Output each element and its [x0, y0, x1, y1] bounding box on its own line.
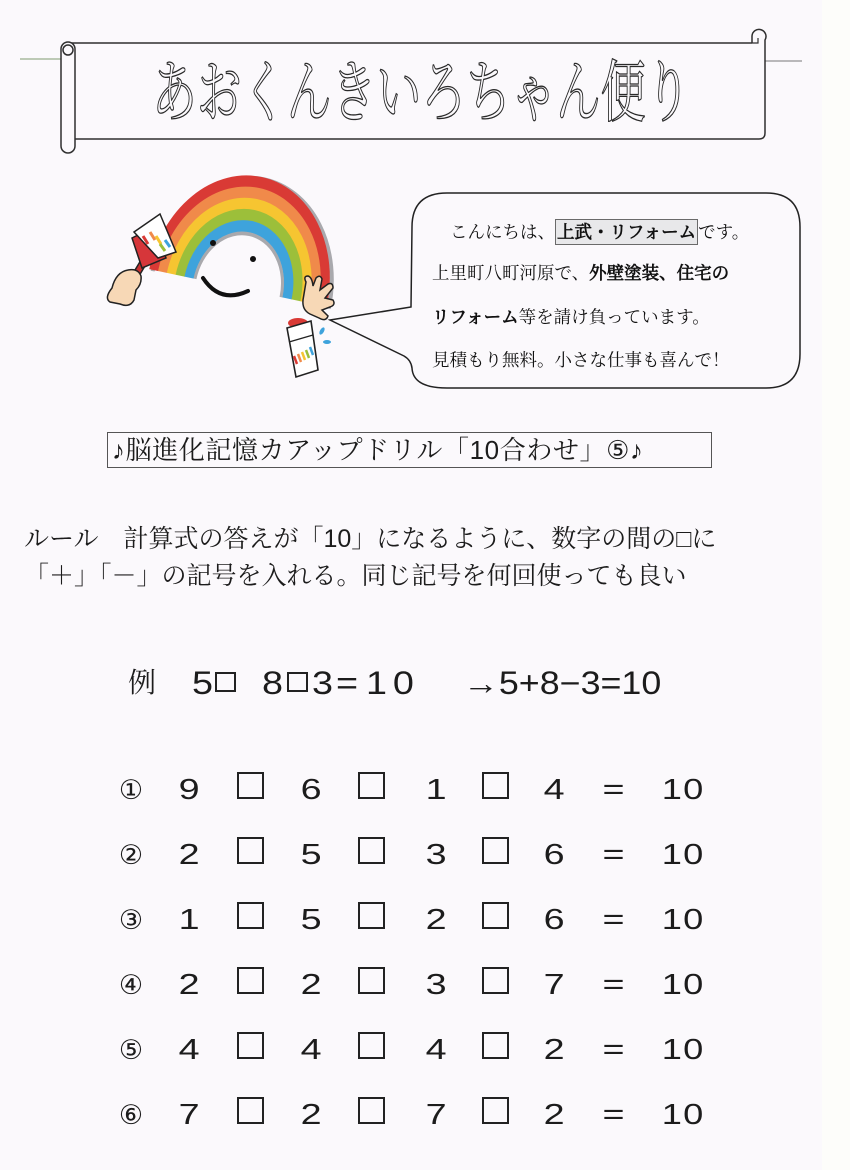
problem-row-5 — [0, 1036, 850, 1065]
target-result: 10 — [661, 1034, 705, 1066]
services-text: 外壁塗装、住宅の — [589, 263, 730, 283]
problem-row-4 — [0, 971, 850, 1000]
operand: 2 — [300, 969, 322, 1001]
blank-box — [482, 772, 509, 799]
newsletter-title: あおくんきいろちゃん便り — [152, 55, 691, 131]
location-text: 上里町八町河原で、 — [432, 263, 590, 283]
blank-box — [358, 967, 385, 994]
operand: 7 — [543, 969, 565, 1001]
operand: 2 — [300, 1099, 322, 1131]
target-result: 10 — [661, 774, 705, 806]
operand: 3 — [425, 839, 447, 871]
operand: 6 — [300, 774, 322, 806]
operand: 4 — [425, 1034, 447, 1066]
operand: 5 — [300, 904, 322, 936]
problem-row-2 — [0, 841, 850, 870]
blank-box — [358, 772, 385, 799]
problem-number: ④ — [118, 970, 144, 1001]
blank-box — [237, 1032, 264, 1059]
eye-icon — [210, 240, 216, 246]
equals-sign: = — [601, 904, 625, 936]
blank-box — [237, 772, 264, 799]
blank-box — [482, 1032, 509, 1059]
operand: 1 — [425, 774, 447, 806]
problem-number: ③ — [118, 905, 144, 936]
example-number: 3 — [312, 665, 334, 701]
operand: 2 — [543, 1099, 565, 1131]
drill-title-box — [107, 432, 712, 468]
paint-bucket-icon — [287, 318, 331, 377]
services-suffix: 等を請け負っています。 — [518, 307, 710, 327]
company-name: 上武・リフォーム — [555, 219, 698, 245]
reform-text: リフォーム — [432, 307, 519, 327]
blank-box — [482, 1097, 509, 1124]
operand: 2 — [178, 969, 200, 1001]
bubble-line-location — [432, 262, 729, 284]
problem-row-6 — [0, 1101, 850, 1130]
operand: 5 — [300, 839, 322, 871]
eye-icon — [250, 256, 256, 262]
example-number: 8 — [262, 665, 284, 701]
example-answer: →5+8−3=10 — [463, 665, 662, 701]
rainbow-character — [107, 161, 352, 377]
drill-title: ♪脳進化記憶カアップドリル「10合わせ」⑤♪ — [112, 435, 644, 465]
problem-row-1 — [0, 776, 850, 805]
operand: 3 — [425, 969, 447, 1001]
target-result: 10 — [661, 904, 705, 936]
blank-box — [237, 1097, 264, 1124]
target-result: 10 — [661, 969, 705, 1001]
blank-box — [358, 902, 385, 929]
rule-line-1: ルール 計算式の答えが「10」になるように、数字の間の□に — [24, 525, 717, 553]
operand: 9 — [178, 774, 200, 806]
hand-icon — [107, 270, 141, 306]
example-number: 5 — [192, 665, 214, 701]
blank-box — [358, 1097, 385, 1124]
operand: 4 — [300, 1034, 322, 1066]
operand: 6 — [543, 904, 565, 936]
rule-line-2: 「＋」「－」の記号を入れる。同じ記号を何回使っても良い — [24, 562, 687, 590]
operand: 4 — [543, 774, 565, 806]
bubble-line-services — [432, 306, 710, 328]
blank-box — [358, 1032, 385, 1059]
operand: 7 — [425, 1099, 447, 1131]
problem-row-3 — [0, 906, 850, 935]
greeting-text: こんにちは、 — [450, 222, 555, 242]
greeting-suffix: です。 — [698, 222, 750, 242]
equals-sign: = — [601, 774, 625, 806]
problem-number: ② — [118, 840, 144, 871]
operand: 7 — [178, 1099, 200, 1131]
target-result: 10 — [661, 839, 705, 871]
example-row — [0, 666, 850, 700]
blank-box — [237, 837, 264, 864]
operand: 6 — [543, 839, 565, 871]
blank-box — [287, 672, 308, 692]
operand: 1 — [178, 904, 200, 936]
bubble-line-greeting — [450, 221, 749, 243]
operand: 4 — [178, 1034, 200, 1066]
example-result: 10 — [366, 665, 420, 701]
equals-sign: = — [601, 839, 625, 871]
blank-box — [358, 837, 385, 864]
example-label: 例 — [128, 667, 157, 698]
equals-sign: = — [601, 1099, 625, 1131]
equals-sign: = — [336, 665, 359, 701]
blank-box — [482, 967, 509, 994]
problem-number: ① — [118, 775, 144, 806]
bubble-line-estimate: 見積もり無料。小さな仕事も喜んで！ — [432, 350, 730, 370]
smile-icon — [203, 278, 248, 295]
equals-sign: = — [601, 969, 625, 1001]
target-result: 10 — [661, 1099, 705, 1131]
equals-sign: = — [601, 1034, 625, 1066]
blank-box — [482, 902, 509, 929]
blank-box — [237, 902, 264, 929]
operand: 2 — [178, 839, 200, 871]
problem-number: ⑤ — [118, 1035, 144, 1066]
blank-box — [482, 837, 509, 864]
operand: 2 — [425, 904, 447, 936]
blank-box — [215, 672, 236, 692]
operand: 2 — [543, 1034, 565, 1066]
blank-box — [237, 967, 264, 994]
problem-number: ⑥ — [118, 1100, 144, 1131]
